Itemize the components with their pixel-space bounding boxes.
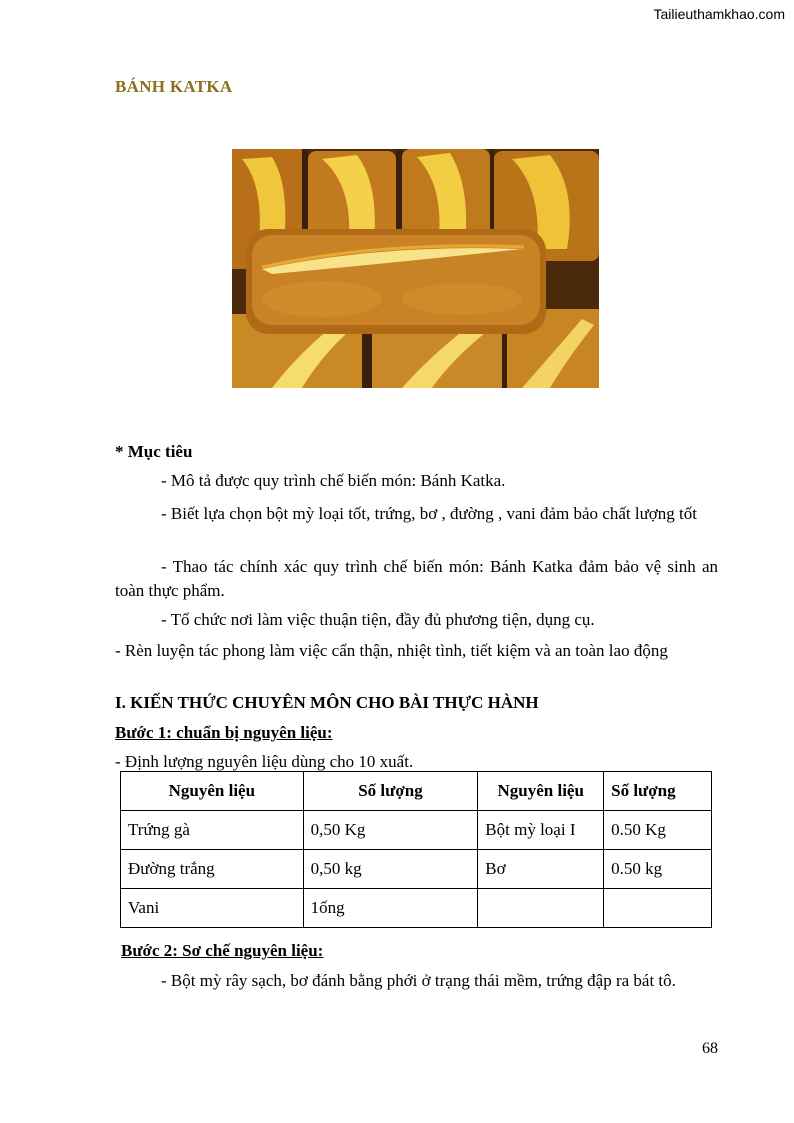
objective-item-3: - Thao tác chính xác quy trình chế biến món: Bánh Katka đảm bảo vệ sinh an toàn thực phẩm. bbox=[115, 557, 718, 600]
objectives-heading: * Mục tiêu bbox=[115, 442, 193, 461]
ingredient-table bbox=[120, 771, 712, 928]
table-row bbox=[121, 850, 712, 889]
table-cell: Đường trắng bbox=[121, 850, 304, 889]
header-ingredient-2: Nguyên liệu bbox=[478, 772, 604, 811]
table-cell: 0,50 kg bbox=[303, 850, 478, 889]
table-cell: 0,50 Kg bbox=[303, 811, 478, 850]
table-cell: 1ống bbox=[303, 889, 478, 928]
table-cell: 0.50 kg bbox=[604, 850, 712, 889]
header-ingredient-1: Nguyên liệu bbox=[121, 772, 304, 811]
cake-photo-illustration bbox=[232, 149, 599, 388]
table-cell: 0.50 Kg bbox=[604, 811, 712, 850]
objective-item-2: - Biết lựa chọn bột mỳ loại tốt, trứng, bơ , đường , vani đảm bảo chất lượng tốt bbox=[161, 504, 697, 523]
table-row bbox=[121, 811, 712, 850]
table-cell: Bột mỳ loại I bbox=[478, 811, 604, 850]
step2-text: - Bột mỳ rây sạch, bơ đánh bằng phới ở trạng thái mềm, trứng đập ra bát tô. bbox=[161, 971, 676, 990]
section-heading: I. KIẾN THỨC CHUYÊN MÔN CHO BÀI THỰC HÀNH bbox=[115, 693, 539, 712]
cake-photo bbox=[232, 149, 599, 388]
page-title: BÁNH KATKA bbox=[115, 77, 233, 96]
table-cell bbox=[604, 889, 712, 928]
page-number: 68 bbox=[702, 1040, 718, 1057]
table-cell: Trứng gà bbox=[121, 811, 304, 850]
step2-heading: Bước 2: Sơ chế nguyên liệu: bbox=[121, 941, 324, 960]
table-cell bbox=[478, 889, 604, 928]
table-row bbox=[121, 889, 712, 928]
table-cell: Vani bbox=[121, 889, 304, 928]
watermark: Tailieuthamkhao.com bbox=[653, 6, 785, 22]
table-cell: Bơ bbox=[478, 850, 604, 889]
objective-item-5: - Rèn luyện tác phong làm việc cẩn thận, nhiệt tình, tiết kiệm và an toàn lao động bbox=[115, 641, 668, 660]
quantity-note: - Định lượng nguyên liệu dùng cho 10 xuất. bbox=[115, 752, 414, 771]
objective-item-1: - Mô tả được quy trình chế biến món: Bánh Katka. bbox=[161, 471, 506, 490]
step1-heading: Bước 1: chuẩn bị nguyên liệu: bbox=[115, 723, 333, 742]
header-quantity-1: Số lượng bbox=[303, 772, 478, 811]
objective-item-4: - Tổ chức nơi làm việc thuận tiện, đầy đủ phương tiện, dụng cụ. bbox=[161, 610, 595, 629]
table-header-row bbox=[121, 772, 712, 811]
header-quantity-2: Số lượng bbox=[604, 772, 712, 811]
